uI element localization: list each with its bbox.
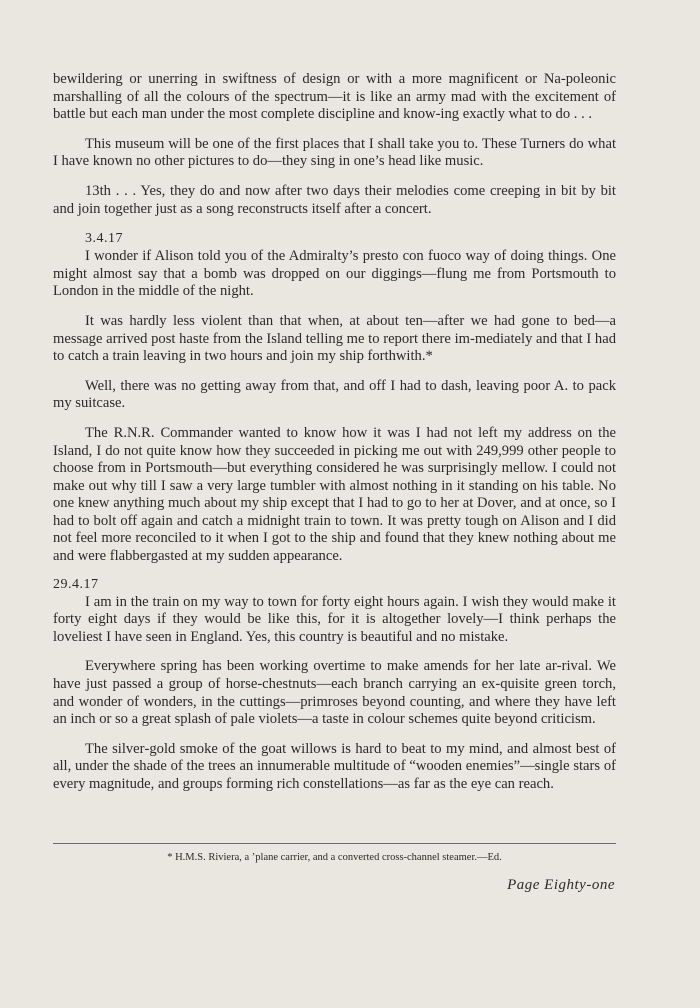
date-heading: 3.4.17 xyxy=(85,231,123,247)
paragraph: This museum will be one of the first places that I shall take you to. These Turners do what I have known no other pictures to do—they sing in one’s head like music. xyxy=(53,135,616,170)
paragraph: Everywhere spring has been working overtime to make amends for her late ar‑rival. We have just passed a group of horse‑chestnuts—each branch carrying an ex‑quisite green torch, and wonder of wonders, in the cuttings—primroses beyond counting, and where they have left an inch or so a great splash of pale violets—a taste in colour schemes quite beyond criticism. xyxy=(53,658,616,728)
page-body xyxy=(53,71,616,806)
paragraph: It was hardly less violent than that when, at about ten—after we had gone to bed—a message arrived post haste from the Island telling me to report there im‑mediately and that I had to catch a train leaving in two hours and join my ship forthwith.* xyxy=(53,312,616,365)
date-heading: 29.4.17 xyxy=(53,576,99,592)
paragraph: The silver‑gold smoke of the goat willows is hard to beat to my mind, and almost best of all, under the shade of the trees an innumerable multitude of “wooden enemies”—single stars of every magnitude, and groups forming rich constellations—as far as the eye can reach. xyxy=(53,740,616,792)
paragraph: The R.N.R. Commander wanted to know how it was I had not left my address on the Island, I do not quite know how they succeeded in picking me out with 249,999 other people to choose from in Portsmouth—but everything considered he was surprisingly mellow. I could not make out why till I saw a very large tumbler with almost nothing in it standing on his table. No one knew anything much about my ship except that I had to go to her at Dover, and at once, so I had to bolt off again and catch a midnight train to town. It was pretty tough on Alison and I did not feel more reconciled to it when I got to the ship and found that they knew nothing about me and were flabbergasted at my sudden appearance. xyxy=(53,424,616,565)
footnote: * H.M.S. Riviera, a ’plane carrier, and a converted cross-channel steamer.—Ed. xyxy=(167,852,502,863)
paragraph: 13th . . . Yes, they do and now after two days their melodies come creeping in bit by bit and join together just as a song reconstructs itself after a concert. xyxy=(53,182,616,217)
paragraph: I am in the train on my way to town for forty eight hours again. I wish they would make it forty eight days if they would be like this, for it is altogether lovely—I think perhaps the loveliest I have seen in England. Yes, this country is beautiful and no mistake. xyxy=(53,593,616,645)
paragraph: bewildering or unerring in swiftness of design or with a more magnificent or Na‑poleonic marshalling of all the colours of the spectrum—it is like an army mad with the excitement of battle but each man under the most complete discipline and know‑ing exactly what to do . . . xyxy=(53,71,616,123)
paragraph: Well, there was no getting away from that, and off I had to dash, leaving poor A. to pack my suitcase. xyxy=(53,377,616,412)
paragraph: I wonder if Alison told you of the Admiralty’s presto con fuoco way of doing things. One might almost say that a bomb was dropped on our diggings—flung me from Portsmouth to London in the middle of the night. xyxy=(53,248,616,300)
page-number: Page Eighty-one xyxy=(507,877,615,893)
footnote-divider xyxy=(53,843,616,844)
